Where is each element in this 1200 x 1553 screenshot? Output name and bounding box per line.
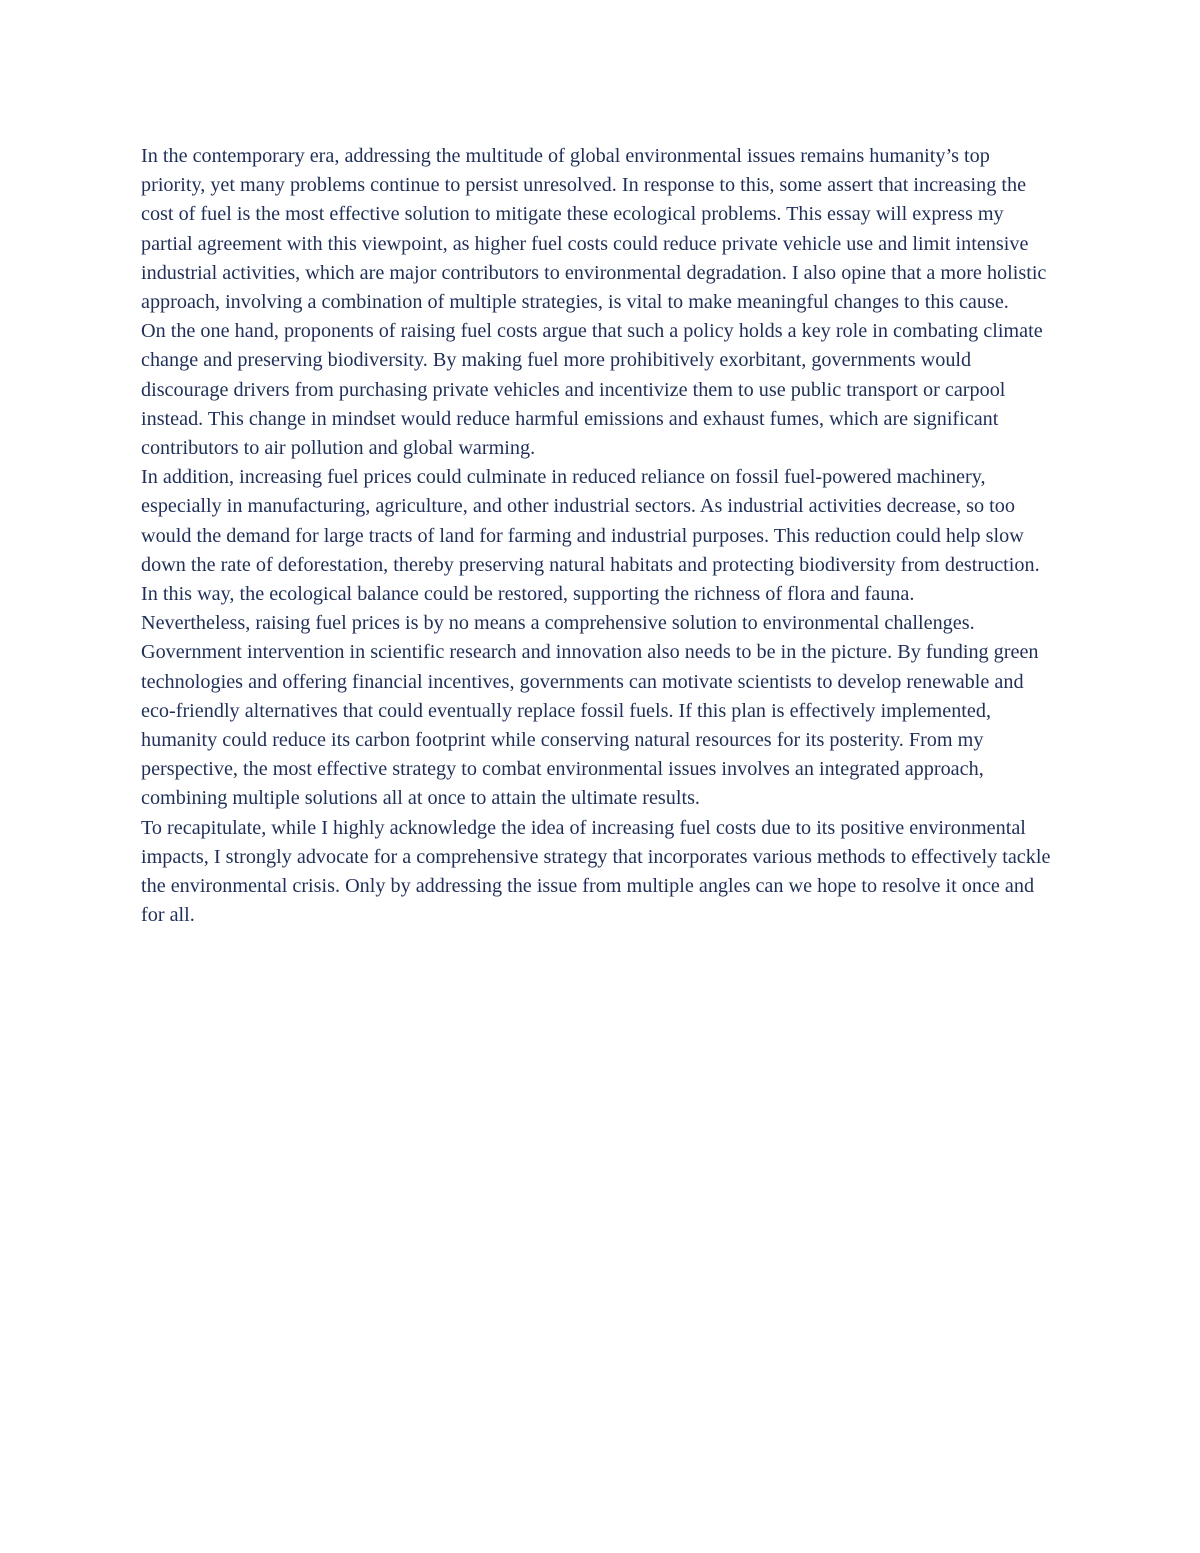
paragraph-conclusion: To recapitulate, while I highly acknowledge the idea of increasing fuel costs due to its positive environmental impacts, I strongly advocate for a comprehensive strategy that incorporates various methods to effectively tackle the environmental crisis. Only by addressing the issue from multiple angles can we hope to resolve it once and for all.: [141, 816, 1051, 927]
paragraph-body-3: Nevertheless, raising fuel prices is by no means a comprehensive solution to environmental challenges. Government intervention in scientific research and innovation also needs to be in the picture. By funding green technologies and offering financial incentives, governments can motivate scientists to develop renewable and eco-friendly alternatives that could eventually replace fossil fuels. If this plan is effectively implemented, humanity could reduce its carbon footprint while conserving natural resources for its posterity. From my perspective, the most effective strategy to combat environmental issues involves an integrated approach, combining multiple solutions all at once to attain the ultimate results.: [141, 612, 1039, 810]
essay-body: [141, 142, 1059, 930]
paragraph-body-1: On the one hand, proponents of raising fuel costs argue that such a policy holds a key role in combating climate change and preserving biodiversity. By making fuel more prohibitively exorbitant, governments would discourage drivers from purchasing private vehicles and incentivize them to use public transport or carpool instead. This change in mindset would reduce harmful emissions and exhaust fumes, which are significant contributors to air pollution and global warming.: [141, 320, 1043, 460]
paragraph-body-2: In addition, increasing fuel prices could culminate in reduced reliance on fossil fuel-powered machinery, especially in manufacturing, agriculture, and other industrial sectors. As industrial activities decrease, so too would the demand for large tracts of land for farming and industrial purposes. This reduction could help slow down the rate of deforestation, thereby preserving natural habitats and protecting biodiversity from destruction. In this way, the ecological balance could be restored, supporting the richness of flora and fauna.: [141, 466, 1040, 606]
paragraph-introduction: In the contemporary era, addressing the multitude of global environmental issues remains humanity’s top priority, yet many problems continue to persist unresolved. In response to this, some assert that increasing the cost of fuel is the most effective solution to mitigate these ecological problems. This essay will express my partial agreement with this viewpoint, as higher fuel costs could reduce private vehicle use and limit intensive industrial activities, which are major contributors to environmental degradation. I also opine that a more holistic approach, involving a combination of multiple strategies, is vital to make meaningful changes to this cause.: [141, 145, 1047, 314]
